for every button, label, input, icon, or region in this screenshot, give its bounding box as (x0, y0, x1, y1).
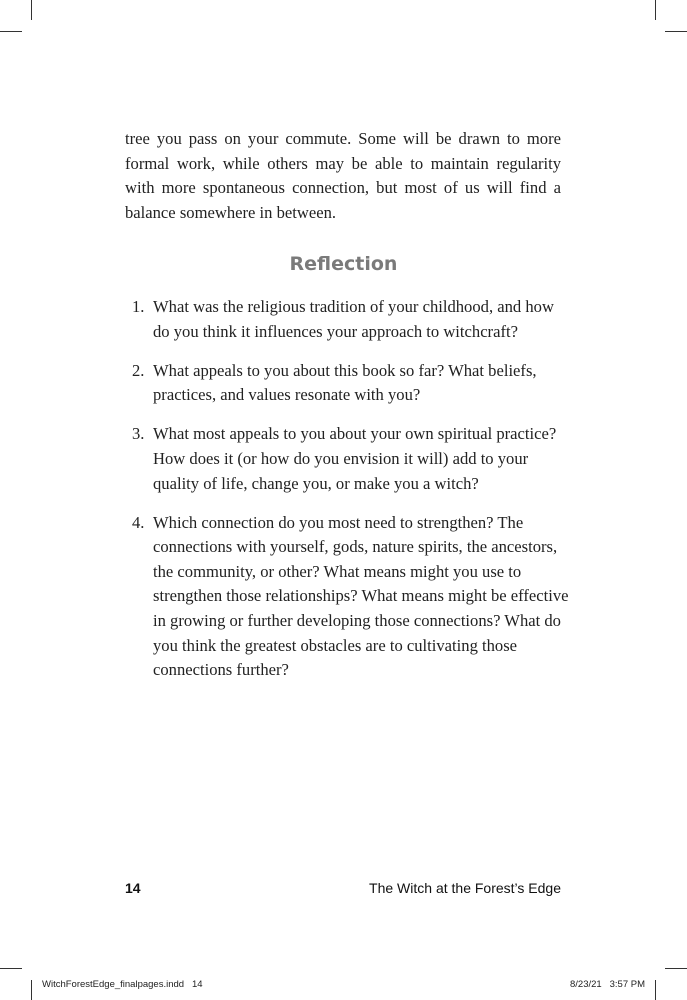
question-number: 4. (132, 512, 145, 532)
slug-timestamp: 8/23/21 3:57 PM (570, 979, 645, 990)
body-paragraph: tree you pass on your commute. Some will be drawn to more formal work, while others may be able to maintain regularity with more spontaneous connection, but most of us will find a balance somewhere in between. (125, 129, 561, 222)
crop-mark-top-right-h (665, 31, 687, 32)
question-item-2 (132, 359, 572, 408)
question-text: What was the religious tradition of your childhood, and how do you think it influences your approach to witchcraft? (153, 297, 554, 341)
crop-mark-bottom-right-h (665, 968, 687, 969)
question-item-3 (132, 422, 572, 496)
reflection-question-list (132, 295, 572, 697)
question-text: What most appeals to you about your own spiritual practice? How does it (or how do you envision it will) add to your quality of life, change you, or make you a witch? (153, 424, 557, 493)
page-number: 14 (125, 880, 141, 896)
crop-mark-bottom-left (31, 980, 32, 1000)
crop-mark-top-right (655, 0, 656, 20)
crop-mark-top-left-h (0, 31, 22, 32)
question-text: What appeals to you about this book so far? What beliefs, practices, and values resonate with you? (153, 360, 537, 405)
question-number: 2. (132, 360, 145, 380)
running-title: The Witch at the Forest’s Edge (369, 880, 561, 896)
crop-mark-bottom-right (655, 980, 656, 1000)
question-number: 1. (132, 297, 145, 316)
crop-mark-bottom-left-h (0, 968, 22, 969)
question-text: Which connection do you most need to strengthen? The connections with yourself, gods, nature spirits, the ancestors, the community, or other? What means might you use to strengthen those relationships? What means might be effective in growing or further developing those connections? What do you think the greatest obstacles are to cultivating those connections further? (153, 512, 569, 680)
question-item-1 (132, 295, 572, 344)
question-item-4 (132, 511, 572, 683)
crop-mark-top-left (31, 0, 32, 20)
question-number: 3. (132, 424, 145, 444)
slug-file-name: WitchForestEdge_finalpages.indd 14 (42, 979, 203, 990)
section-heading: Reflection (289, 253, 398, 275)
